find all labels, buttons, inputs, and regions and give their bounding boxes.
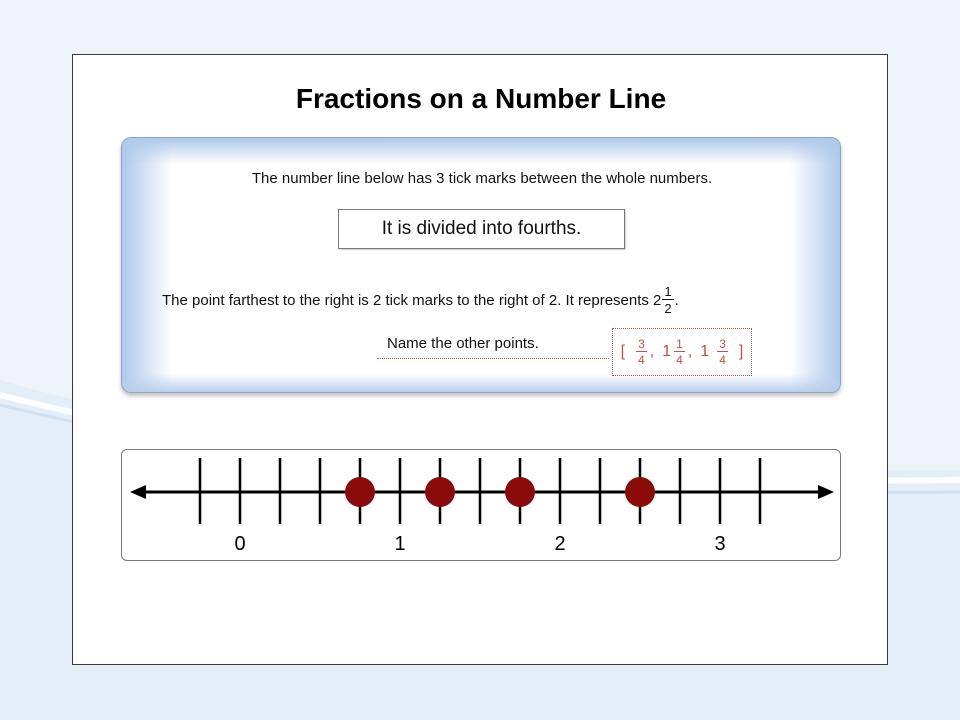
number-line-box [121, 449, 841, 561]
answer-2-denominator: 4 [676, 353, 683, 367]
slide [72, 54, 888, 665]
tick-label: 1 [394, 533, 406, 555]
answer-3-whole: 1 [700, 343, 710, 360]
instruction-panel [121, 137, 841, 393]
point-fraction-numerator: 1 [664, 284, 672, 299]
slide-title: Fractions on a Number Line [295, 83, 667, 114]
tick-label: 2 [554, 533, 566, 555]
plotted-point [505, 477, 535, 507]
point-text-before: The point farthest to the right is 2 tick marks to the right of 2. It represents 2 [162, 291, 662, 309]
answer-separator-1: , [649, 343, 655, 360]
answer-fraction-2 [674, 338, 685, 366]
answer-3-numerator: 3 [719, 337, 726, 351]
answer-fraction-1 [636, 338, 647, 366]
answer-1-denominator: 4 [638, 353, 645, 367]
left-arrow-icon [130, 485, 146, 499]
answer-1-numerator: 3 [638, 337, 645, 351]
point-fraction [662, 285, 673, 315]
prompt-text: Name the other points. [387, 335, 539, 352]
plotted-point [425, 477, 455, 507]
intro-text: The number line below has 3 tick marks between the whole numbers. [251, 170, 713, 187]
answer-3-denominator: 4 [719, 353, 726, 367]
callout-text: It is divided into fourths. [381, 218, 582, 239]
point-text-after: . [674, 291, 679, 309]
answer-2-whole: 1 [662, 343, 672, 360]
plotted-point [625, 477, 655, 507]
point-description [162, 281, 679, 319]
answer-2-numerator: 1 [676, 337, 683, 351]
right-arrow-icon [818, 485, 834, 499]
plotted-point [345, 477, 375, 507]
callout-box [338, 209, 625, 249]
answer-open-bracket: [ [620, 343, 626, 360]
tick-label: 0 [234, 533, 246, 555]
answer-fraction-3 [717, 338, 728, 366]
answer-separator-2: , [687, 343, 693, 360]
answer-close-bracket: ] [738, 343, 744, 360]
answer-box[interactable] [612, 328, 752, 376]
number-line [122, 450, 842, 562]
point-fraction-denominator: 2 [664, 301, 672, 316]
tick-label: 3 [714, 533, 726, 555]
prompt-line [377, 331, 609, 359]
